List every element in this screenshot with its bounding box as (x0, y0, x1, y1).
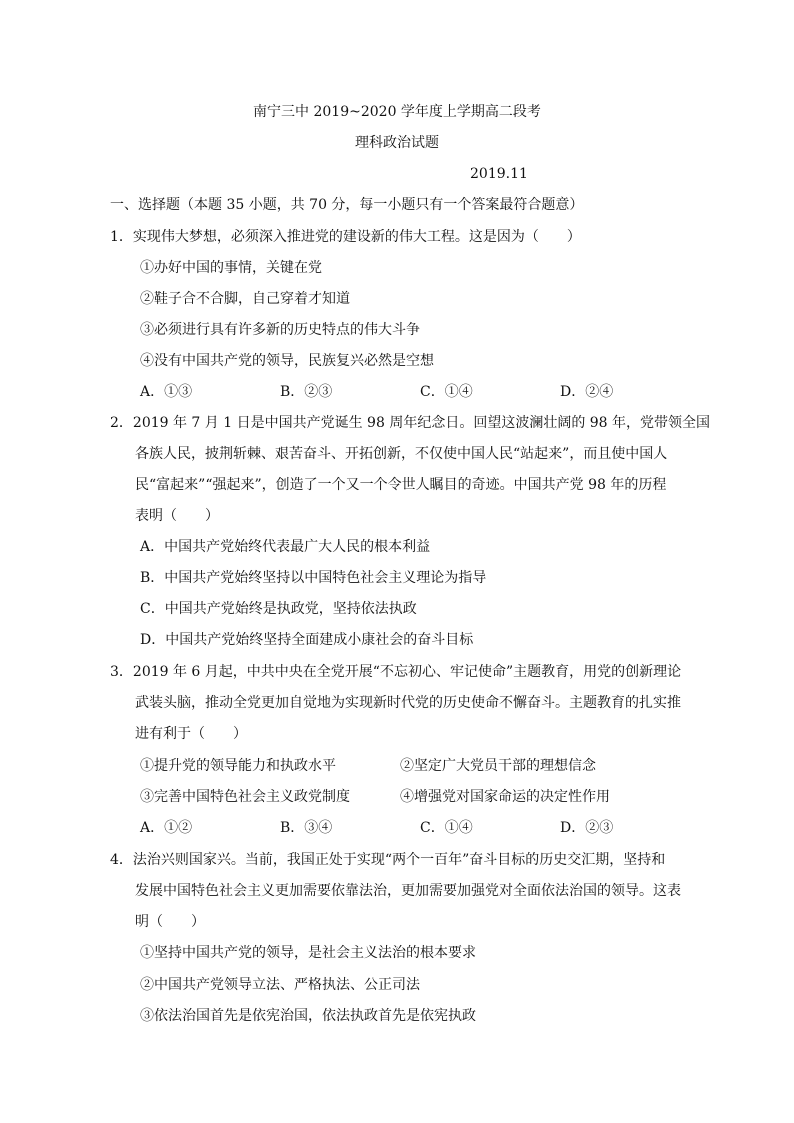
question-3-choice-a: A．①② (140, 820, 193, 836)
question-1-statement-2: ②鞋子合不合脚，自己穿着才知道 (140, 291, 350, 307)
question-1-stem: 1．实现伟大梦想，必须深入推进党的建设新的伟大工程。这是因为（ ） (110, 229, 581, 245)
question-2-option-a: A．中国共产党始终代表最广大人民的根本利益 (140, 539, 431, 555)
question-2-stem-line-2: 各族人民，披荆斩棘、艰苦奋斗、开拓创新，不仅使中国人民“站起来”，而且使中国人 (135, 446, 668, 462)
exam-subtitle: 理科政治试题 (355, 135, 439, 151)
section-heading: 一、选择题（本题 35 小题，共 70 分，每一小题只有一个答案最符合题意） (110, 197, 584, 213)
question-1-statement-1: ①办好中国的事情，关键在党 (140, 260, 322, 276)
question-2-option-d: D．中国共产党始终坚持全面建成小康社会的奋斗目标 (140, 632, 474, 648)
question-3-statement-2: ②坚定广大党员干部的理想信念 (400, 758, 596, 774)
question-4-statement-2: ②中国共产党领导立法、严格执法、公正司法 (140, 977, 420, 993)
question-3-choice-d: D．②③ (560, 820, 614, 836)
question-3-choice-b: B．③④ (280, 820, 333, 836)
question-3-stem-line-2: 武装头脑，推动全党更加自觉地为实现新时代党的历史使命不懈奋斗。主题教育的扎实推 (135, 695, 681, 711)
question-2-option-b: B．中国共产党始终坚持以中国特色社会主义理论为指导 (140, 570, 487, 586)
question-3-statement-1: ①提升党的领导能力和执政水平 (140, 758, 336, 774)
question-1-statement-3: ③必须进行具有许多新的历史特点的伟大斗争 (140, 322, 420, 338)
question-3-statement-4: ④增强党对国家命运的决定性作用 (400, 789, 610, 805)
question-3-stem-line-3: 进有利于（ ） (135, 726, 247, 742)
question-3-choice-c: C．①④ (420, 820, 473, 836)
question-4-stem-line-1: 4．法治兴则国家兴。当前，我国正处于实现“两个一百年”奋斗目标的历史交汇期，坚持和 (110, 852, 666, 868)
question-1-statement-4: ④没有中国共产党的领导，民族复兴必然是空想 (140, 353, 434, 369)
exam-title: 南宁三中 2019~2020 学年度上学期高二段考 (253, 104, 541, 120)
question-2-stem-line-4: 表明（ ） (135, 508, 219, 524)
question-4-stem-line-2: 发展中国特色社会主义更加需要依靠法治，更加需要加强党对全面依法治国的领导。这表 (135, 883, 681, 899)
question-4-stem-line-3: 明（ ） (135, 914, 205, 930)
question-1-choice-a: A．①③ (140, 384, 193, 400)
question-2-stem-line-3: 民“富起来”“强起来”，创造了一个又一个令世人瞩目的奇迹。中国共产党 98 年的历程 (135, 477, 667, 493)
question-4-statement-1: ①坚持中国共产党的领导，是社会主义法治的根本要求 (140, 945, 476, 961)
question-1-choice-c: C．①④ (420, 384, 473, 400)
question-4-statement-3: ③依法治国首先是依宪治国，依法执政首先是依宪执政 (140, 1008, 476, 1024)
exam-date: 2019.11 (470, 166, 528, 182)
question-1-choice-d: D．②④ (560, 384, 614, 400)
question-3-stem-line-1: 3．2019 年 6 月起，中共中央在全党开展“不忘初心、牢记使命”主题教育，用党的创新理论 (110, 664, 682, 680)
question-2-option-c: C．中国共产党始终是执政党，坚持依法执政 (140, 601, 417, 617)
question-2-stem-line-1: 2．2019 年 7 月 1 日是中国共产党诞生 98 周年纪念日。回望这波澜壮阔的 98 年，党带领全国 (110, 415, 711, 431)
question-1-choice-b: B．②③ (280, 384, 333, 400)
question-3-statement-3: ③完善中国特色社会主义政党制度 (140, 789, 350, 805)
